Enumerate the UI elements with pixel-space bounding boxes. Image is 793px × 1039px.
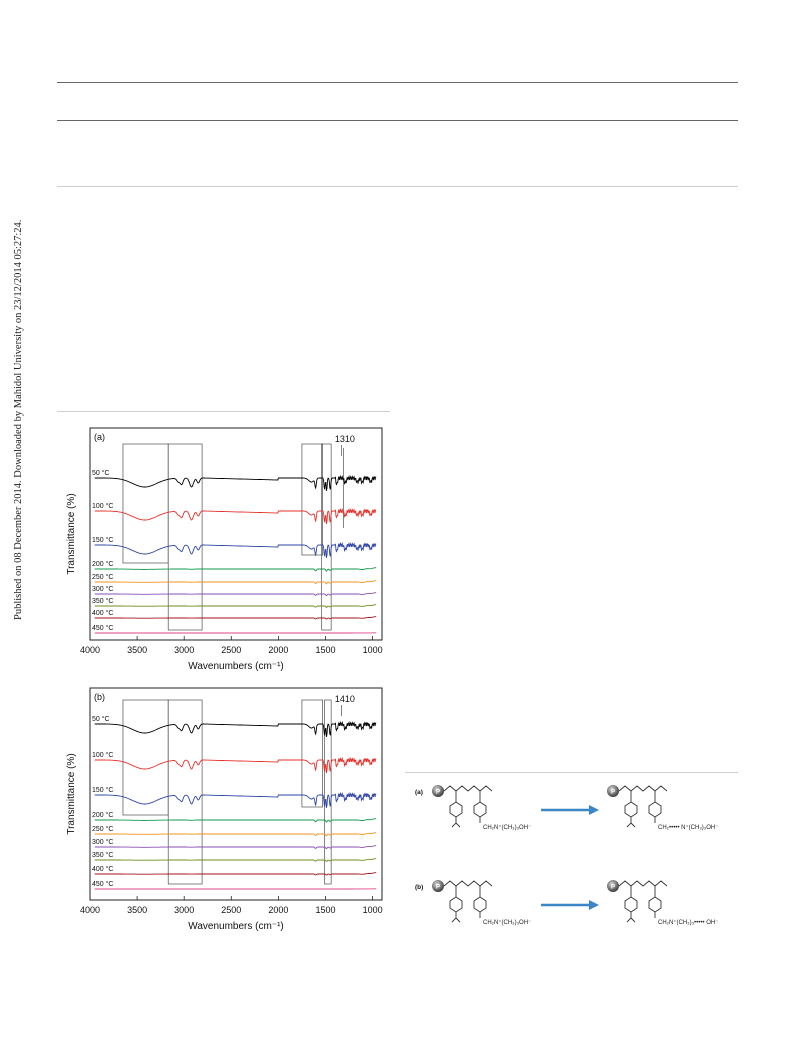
series-label: 400 °C <box>92 610 114 617</box>
spectrum-line <box>95 581 377 584</box>
spectrum-line <box>95 833 377 836</box>
x-axis-label: Wavenumbers (cm⁻¹) <box>188 661 284 672</box>
scheme-row-label: (b) <box>415 884 424 891</box>
rule-scheme <box>405 772 738 773</box>
spectrum-line <box>95 568 377 572</box>
series-label: 50 °C <box>92 470 110 477</box>
spectrum-line <box>95 793 377 808</box>
spectrum-line <box>95 819 377 823</box>
x-tick-label: 2000 <box>268 905 289 915</box>
functional-group: CH₂N⁺(CH₃)₃OH⁻ <box>483 920 532 926</box>
spectrum-line <box>95 543 377 558</box>
highlight-box <box>322 444 331 630</box>
plot-frame <box>90 428 382 640</box>
ftir-panel-b <box>60 680 390 942</box>
series-label: 150 °C <box>92 537 114 544</box>
series-label: 100 °C <box>92 503 114 510</box>
spectrum-line <box>95 605 377 608</box>
spectrum-line <box>95 617 377 620</box>
polymer-structure <box>619 881 667 922</box>
plot-frame <box>90 688 382 900</box>
spectrum-line <box>95 593 377 596</box>
rule-figure <box>57 411 390 412</box>
rule-table-bottom <box>57 186 738 187</box>
functional-group: CH₂••••• N⁺(CH₃)₃OH⁻ <box>658 825 719 831</box>
highlight-box <box>302 444 323 555</box>
x-tick-label: 3500 <box>127 905 148 915</box>
series-label: 250 °C <box>92 574 114 581</box>
x-tick-label: 2500 <box>221 645 242 655</box>
spectrum-line <box>95 758 377 773</box>
bead-label: P <box>435 884 441 891</box>
highlight-box <box>123 700 168 815</box>
spectrum-line <box>95 846 377 849</box>
reaction-arrow-head <box>589 900 599 910</box>
x-tick-label: 1000 <box>362 905 383 915</box>
series-label: 300 °C <box>92 839 114 846</box>
x-tick-label: 1000 <box>362 645 383 655</box>
bead-label: P <box>610 789 616 796</box>
spectrum-line <box>95 509 377 524</box>
spectrum-line <box>95 722 377 737</box>
rule-table <box>57 120 738 121</box>
series-label: 150 °C <box>92 787 114 794</box>
panel-label: (a) <box>94 432 105 442</box>
spectrum-line <box>95 873 377 876</box>
series-label: 100 °C <box>92 752 114 759</box>
series-label: 200 °C <box>92 812 114 819</box>
series-label: 200 °C <box>92 561 114 568</box>
panel-label: (b) <box>94 692 105 702</box>
ftir-panel-a <box>60 420 390 682</box>
highlight-box <box>168 444 202 630</box>
functional-group: CH₂N⁺(CH₃)₃OH⁻ <box>483 825 532 831</box>
x-tick-label: 2000 <box>268 645 289 655</box>
x-tick-label: 3000 <box>174 645 195 655</box>
bead-label: P <box>435 789 441 796</box>
series-label: 300 °C <box>92 586 114 593</box>
reaction-scheme <box>405 780 737 940</box>
series-label: 250 °C <box>92 826 114 833</box>
side-note-text: Published on 08 December 2014. Downloaded by Mahidol University on 23/12/2014 05:27:24. <box>13 219 24 620</box>
series-label: 450 °C <box>92 881 114 888</box>
x-tick-label: 4000 <box>79 905 101 915</box>
peak-annotation: 1310 <box>334 434 355 444</box>
scheme-row-label: (a) <box>415 789 423 796</box>
y-axis-label: Transmittance (%) <box>66 493 77 575</box>
highlight-box <box>302 700 323 807</box>
series-label: 400 °C <box>92 866 114 873</box>
polymer-structure <box>444 786 492 827</box>
functional-group: CH₂N⁺(CH₃)₃••••• OH⁻ <box>658 920 719 926</box>
highlight-box <box>123 444 168 563</box>
x-tick-label: 2500 <box>221 905 242 915</box>
polymer-structure <box>619 786 667 827</box>
bead-label: P <box>610 884 616 891</box>
x-tick-label: 3000 <box>174 905 195 915</box>
reaction-arrow-head <box>589 805 599 815</box>
polymer-structure <box>444 881 492 922</box>
spectrum-line <box>95 476 377 491</box>
series-label: 350 °C <box>92 598 114 605</box>
x-tick-label: 1500 <box>315 905 336 915</box>
y-axis-label: Transmittance (%) <box>66 753 77 835</box>
x-tick-label: 1500 <box>315 645 336 655</box>
x-axis-label: Wavenumbers (cm⁻¹) <box>188 921 284 932</box>
series-label: 450 °C <box>92 625 114 632</box>
spectrum-line <box>95 859 377 862</box>
peak-annotation: 1410 <box>334 694 355 704</box>
x-tick-label: 4000 <box>79 645 101 655</box>
rule-top <box>57 82 738 83</box>
x-tick-label: 3500 <box>127 645 148 655</box>
series-label: 50 °C <box>92 716 110 723</box>
series-label: 350 °C <box>92 852 114 859</box>
